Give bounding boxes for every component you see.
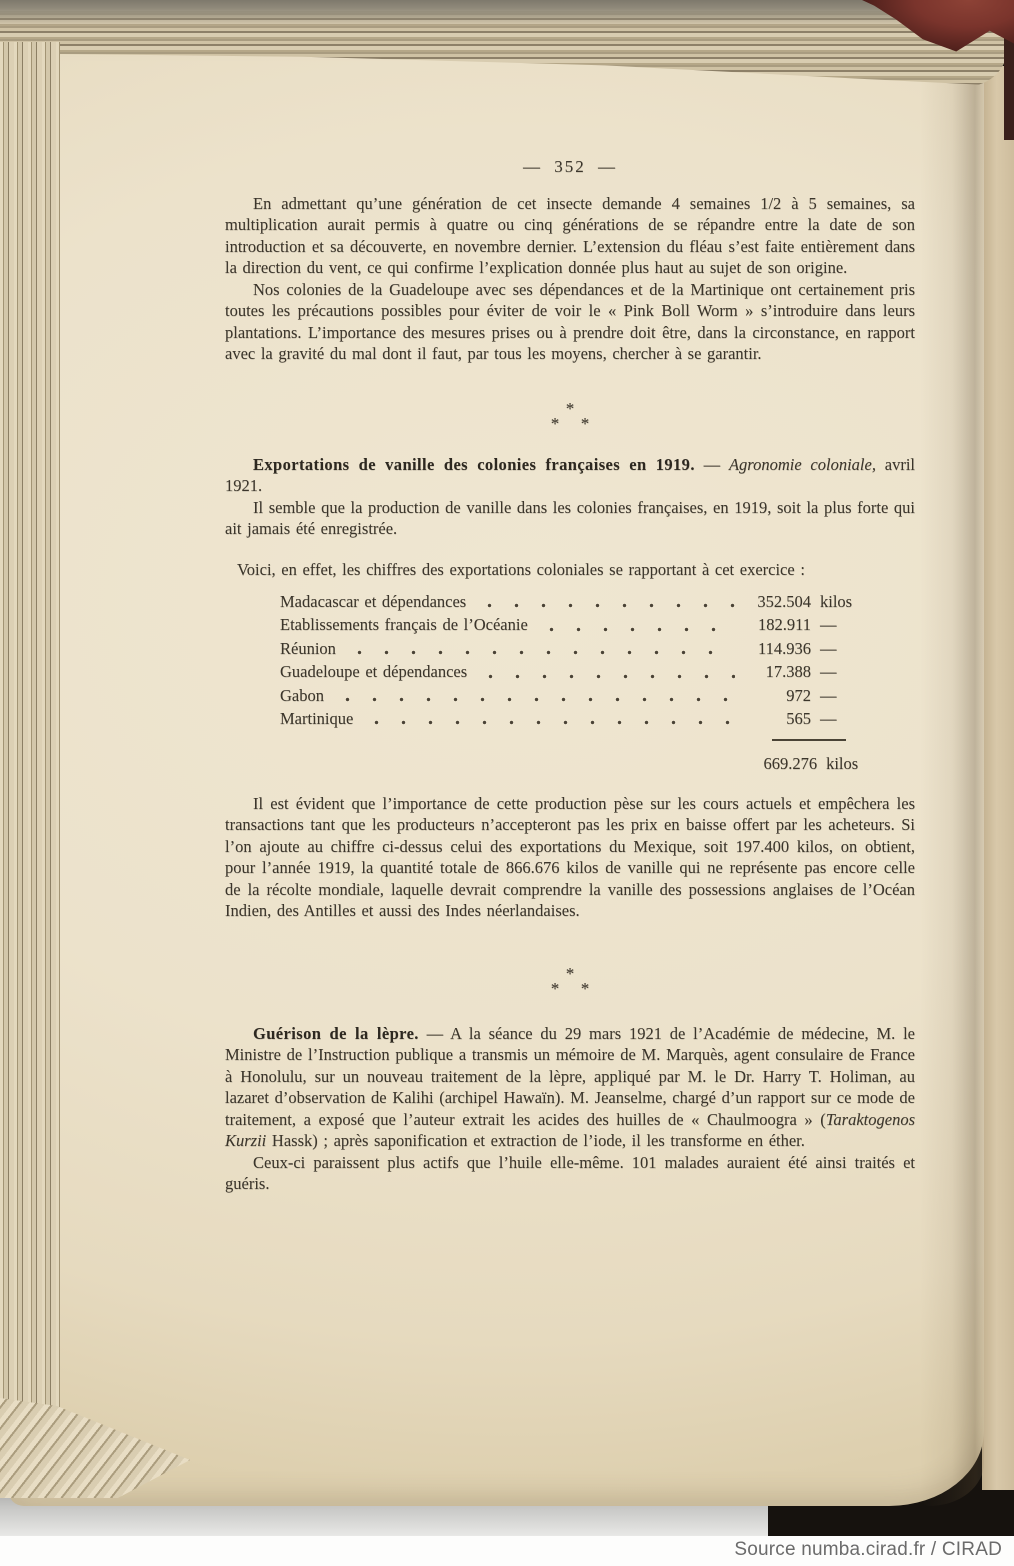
- export-total-unit: kilos: [826, 754, 859, 774]
- export-unit: —: [820, 615, 837, 635]
- export-table-intro: Voici, en effet, les chiffres des exportations coloniales se rapportant à cet exercice :: [237, 559, 805, 579]
- lepre-closing-paragraph: Ceux-ci paraissent plus actifs que l’huile elle-même. 101 malades auraient été ainsi traités et guéris.: [225, 1152, 915, 1194]
- export-total-quantity: 669.276: [763, 754, 818, 774]
- dot-leader: [472, 591, 735, 614]
- table-row: [280, 614, 872, 637]
- export-table: [280, 591, 872, 775]
- heading-dash: —: [418, 1023, 451, 1043]
- source-attribution: Source numba.cirad.fr / CIRAD: [734, 1539, 1002, 1560]
- asterisk-pair: [225, 978, 915, 998]
- export-unit: —: [820, 662, 837, 682]
- vanilla-article-title: Exportations de vanille des colonies françaises en 1919.: [253, 454, 695, 474]
- export-origin: Guadeloupe et dépendances: [280, 662, 468, 682]
- vanilla-article-heading: [225, 454, 915, 497]
- export-unit: —: [820, 708, 837, 728]
- section-divider-asterisks: [225, 398, 915, 436]
- table-row: [280, 708, 872, 731]
- export-unit: kilos: [820, 592, 853, 611]
- lepre-body-pre: A la séance du 29 mars 1921 de l’Académie de médecine, M. le Ministre de l’Instruction publique a transmis un mémoire de M. Marquès, agent consulaire de France à Honolulu, sur un nouveau traitement de la lèpre, appliqué par M. le Dr. Harry T. Holiman, au lazaret d’observation de Kalihi (archipel Hawaïn). M. Jeanselme, chargé d’un rapport sur ce mode de traitement, a exposé que l’auteur extrait les acides des huilles de « Chaulmoogra » (: [225, 1023, 915, 1129]
- export-quantity: 352.504: [757, 592, 811, 611]
- export-origin: Réunion: [280, 638, 336, 658]
- vanilla-lead-paragraph: Il semble que la production de vanille dans les colonies françaises, en 1919, soit la plus forte qui ait jamais été enregistrée.: [225, 497, 915, 538]
- page-number: — 352 —: [523, 157, 617, 176]
- export-quantity: 565: [786, 708, 811, 728]
- export-quantity: 972: [786, 685, 811, 705]
- dot-leader: [359, 708, 735, 731]
- asterisk-icon: *: [550, 413, 560, 433]
- source-footer-bar: [0, 1536, 1014, 1566]
- export-quantity: 17.388: [765, 662, 811, 682]
- table-row: [280, 638, 872, 661]
- asterisk-icon: *: [550, 978, 560, 998]
- table-row: [280, 591, 872, 614]
- table-total-rule: [772, 739, 846, 741]
- book-page: [8, 44, 984, 1506]
- table-row: [280, 661, 872, 684]
- asterisk-icon: *: [580, 413, 590, 433]
- export-quantity: 114.936: [757, 638, 811, 658]
- vanilla-comment-paragraph: Il est évident que l’importance de cette production pèse sur les cours actuels et empêchera les transactions tant que les producteurs n’accepteront pas les prix en baisse offert par les acheteurs. Si l’on ajoute au chiffre ci-dessus celui des exportations du Mexique, soit 197.400 kilos, on obtient, pour l’année 1919, la quantité totale de 866.676 kilos de vanille qui ne représente pas encore celle de la récolte mondiale, laquelle devrait comprendre la vanille des possessions anglaises de l’Océan Indien, des Antilles et aussi des Indes néerlandaises.: [225, 793, 915, 921]
- vanilla-source-date: avril 1921.: [225, 454, 915, 495]
- export-origin: Madacascar et dépendances: [280, 592, 467, 611]
- printed-text-block: [225, 156, 915, 1195]
- facing-page-edge: [982, 66, 1014, 1490]
- section-divider-asterisks: [225, 963, 915, 1001]
- dot-leader: [342, 638, 735, 661]
- dot-leader: [330, 685, 735, 708]
- lepre-article-paragraph: [225, 1023, 915, 1152]
- dot-leader: [534, 614, 735, 637]
- dot-leader: [473, 661, 735, 684]
- page-stack-left-edge: [0, 42, 60, 1442]
- export-origin: Martinique: [280, 708, 354, 728]
- export-unit: —: [820, 638, 837, 658]
- lepre-article-title: Guérison de la lèpre.: [253, 1023, 419, 1043]
- paragraph-colonies-precautions: Nos colonies de la Guadeloupe avec ses dépendances et de la Martinique ont certainement pris toutes les précautions possibles pour éviter de voir le « Pink Boll Worm » s’introduire dans leurs plantations. L’importance des mesures prises ou à prendre doit être, dans la circonstance, en rapport avec la gravité du mal dont il faut, par tous les moyens, chercher à se garantir.: [225, 279, 915, 363]
- asterisk-icon: *: [565, 963, 575, 983]
- export-origin: Gabon: [280, 685, 324, 705]
- asterisk-icon: *: [580, 978, 590, 998]
- lepre-species-name: Taraktogenos Kurzii: [225, 1109, 915, 1151]
- lepre-body-post: Hassk) ; après saponification et extraction de l’iode, il les transforme en éther.: [266, 1131, 805, 1151]
- table-total-row: [750, 753, 872, 775]
- vanilla-source-journal: Agronomie coloniale,: [728, 454, 876, 474]
- asterisk-icon: *: [565, 398, 575, 418]
- export-unit: —: [820, 685, 837, 705]
- table-row: [280, 685, 872, 708]
- paragraph-insect-generations: En admettant qu’une génération de cet insecte demande 4 semaines 1/2 à 5 semaines, sa multiplication aurait permis à quatre ou cinq générations de se répandre entre la date de son introduction et sa découverte, en novembre dernier. L’extension du fléau s’est faite entièrement dans la direction du vent, ce qui confirme l’explication donnée plus haut au sujet de son origine.: [225, 193, 915, 277]
- asterisk-pair: [225, 413, 915, 433]
- export-quantity: 182.911: [757, 615, 811, 635]
- heading-dash: —: [694, 454, 729, 474]
- export-origin: Etablissements français de l’Océanie: [280, 615, 528, 635]
